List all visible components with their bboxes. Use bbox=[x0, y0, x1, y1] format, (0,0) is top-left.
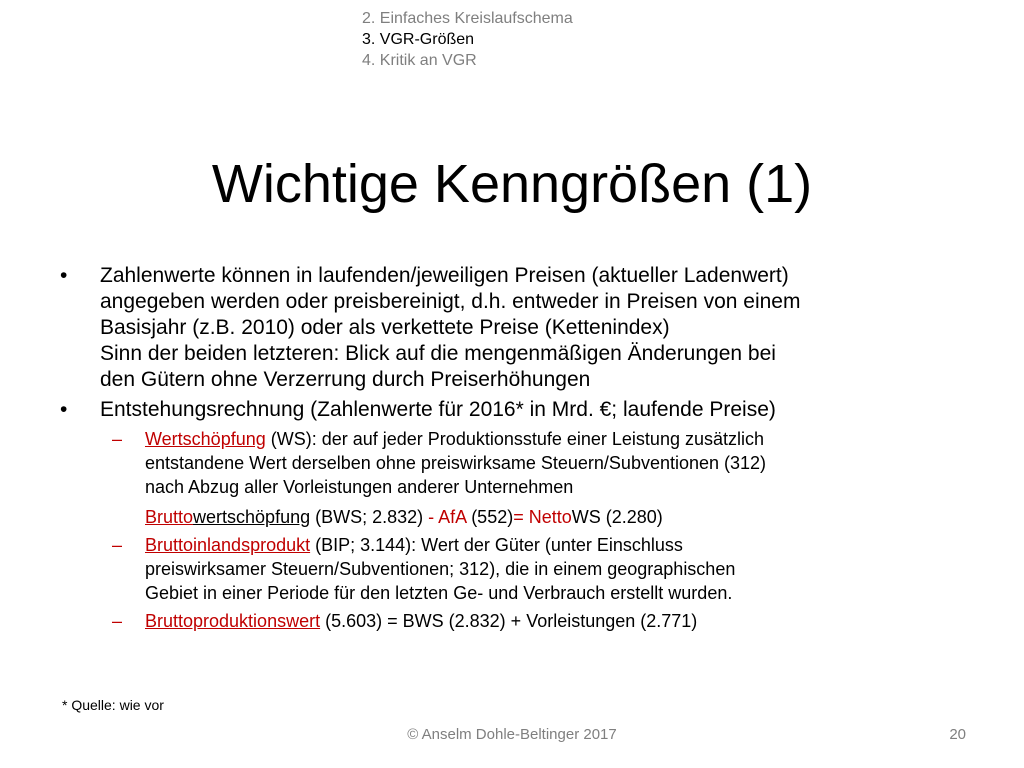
bip-line: Gebiet in einer Periode für den letzten Ge- und Verbrauch erstellt wurden. bbox=[145, 583, 733, 603]
ws-definition: (WS): der auf jeder Produktionsstufe einer Leistung zusätzlich bbox=[265, 429, 764, 449]
term-bip: Bruttoinlandsprodukt bbox=[145, 535, 311, 555]
slide-title: Wichtige Kenngrößen (1) bbox=[211, 154, 813, 214]
source-note: * Quelle: wie vor bbox=[62, 697, 164, 713]
bullet-zahlenwerte bbox=[58, 263, 968, 393]
bip-definition: (BIP; 3.144): Wert der Güter (unter Einschluss bbox=[310, 535, 683, 555]
bws-value: (BWS; 2.832) bbox=[310, 507, 429, 527]
equals-sign: = bbox=[513, 507, 529, 527]
bullet-line: Entstehungsrechnung (Zahlenwerte für 2016* in Mrd. €; laufende Preise) bbox=[100, 398, 776, 421]
dash-icon: – bbox=[112, 429, 123, 449]
subbullet-bruttoproduktionswert bbox=[58, 609, 968, 633]
term-brutto: Brutto bbox=[145, 507, 194, 527]
term-wertschoepfung: Wertschöpfung bbox=[145, 429, 266, 449]
subbullet-bip bbox=[58, 533, 968, 605]
afa-value: (552) bbox=[466, 507, 514, 527]
nav-item-kritik-vgr: 4. Kritik an VGR bbox=[362, 52, 477, 69]
bullet-line: angegeben werden oder preisbereinigt, d.h. entweder in Preisen von einem bbox=[100, 290, 801, 313]
term-bruttoproduktionswert: Bruttoproduktionswert bbox=[145, 611, 321, 631]
bullet-line: den Gütern ohne Verzerrung durch Preiserhöhungen bbox=[100, 368, 591, 391]
subbullet-bruttowertschoepfung bbox=[58, 505, 968, 529]
bullet-line: Zahlenwerte können in laufenden/jeweiligen Preisen (aktueller Ladenwert) bbox=[100, 264, 789, 287]
nav-item-vgr-groessen: 3. VGR-Größen bbox=[362, 31, 475, 48]
ws-line: nach Abzug aller Vorleistungen anderer Unternehmen bbox=[145, 477, 574, 497]
footer-copyright: © Anselm Dohle-Beltinger 2017 bbox=[407, 726, 617, 743]
bpw-formula: (5.603) = BWS (2.832) + Vorleistungen (2.771) bbox=[320, 611, 698, 631]
term-wertschoepfung-bws: wertschöpfung bbox=[193, 507, 311, 527]
term-netto: Netto bbox=[528, 507, 572, 527]
dash-icon: – bbox=[112, 611, 123, 631]
bip-line: preiswirksamer Steuern/Subventionen; 312), die in einem geographischen bbox=[145, 559, 736, 579]
section-nav bbox=[362, 8, 573, 71]
dash-icon: – bbox=[112, 535, 123, 555]
subbullet-wertschoepfung bbox=[58, 427, 968, 499]
netto-value: WS (2.280) bbox=[571, 507, 663, 527]
bullet-line: Basisjahr (z.B. 2010) oder als verkettete Preise (Kettenindex) bbox=[100, 316, 670, 339]
bullet-dot-icon: • bbox=[60, 398, 68, 421]
nav-item-kreislaufschema: 2. Einfaches Kreislaufschema bbox=[362, 10, 573, 27]
bullet-line: Sinn der beiden letzteren: Blick auf die mengenmäßigen Änderungen bei bbox=[100, 342, 776, 365]
slide-content bbox=[58, 263, 968, 633]
ws-line: entstandene Wert derselben ohne preiswirksame Steuern/Subventionen (312) bbox=[145, 453, 767, 473]
page-number: 20 bbox=[949, 726, 966, 743]
afa-minus: - AfA bbox=[428, 507, 467, 527]
bullet-dot-icon: • bbox=[60, 264, 68, 287]
bullet-entstehungsrechnung bbox=[58, 397, 968, 423]
